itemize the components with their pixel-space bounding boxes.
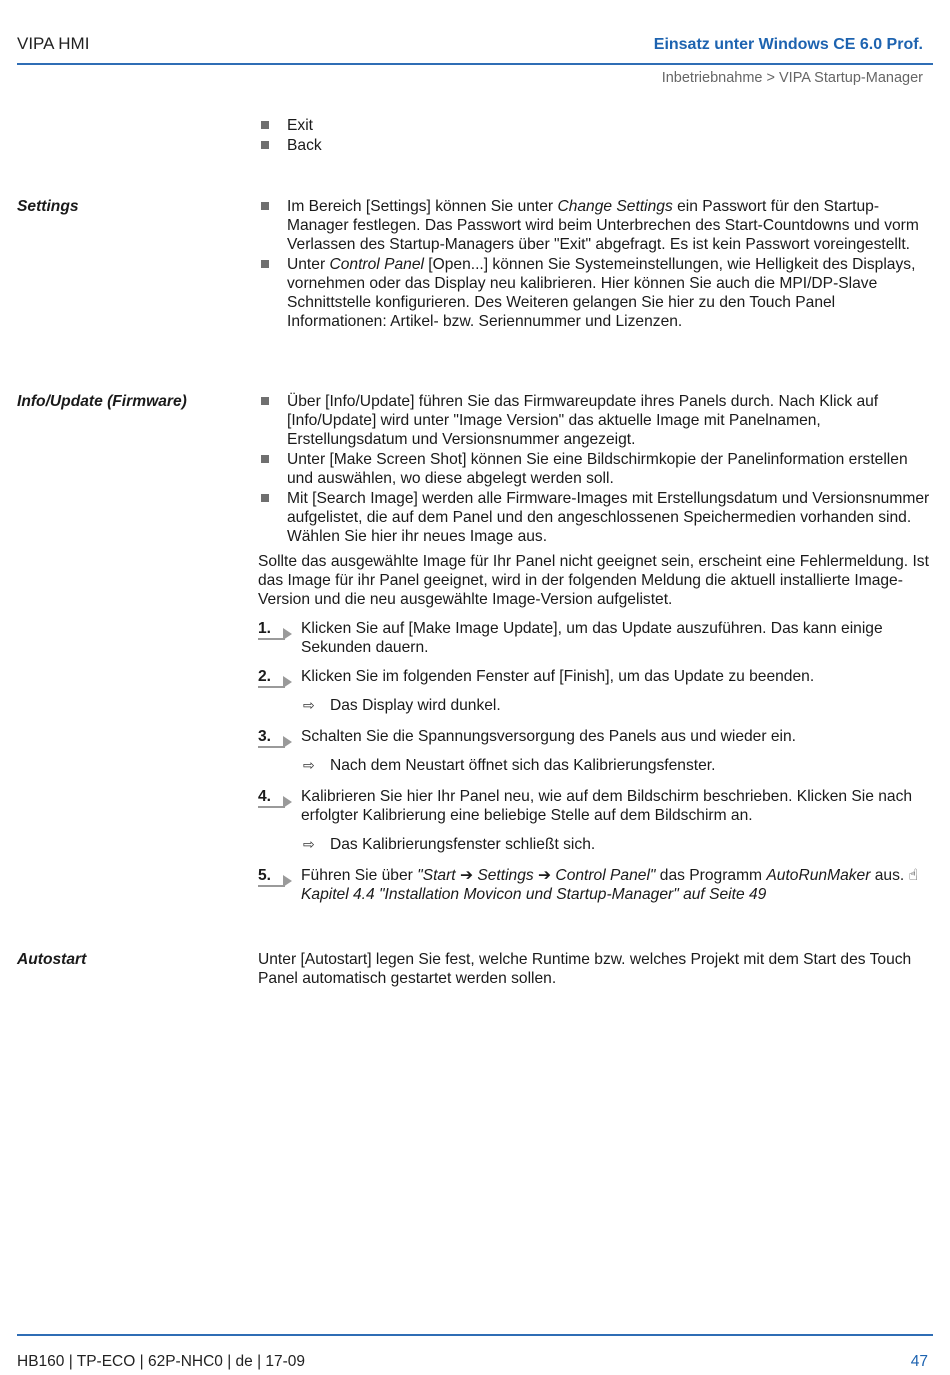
breadcrumb: Inbetriebnahme > VIPA Startup-Manager (661, 70, 923, 86)
step-text: Kalibrieren Sie hier Ihr Panel neu, wie auf dem Bildschirm beschrieben. Klicken Sie nach erfolgter Kalibrierung eine beliebige Stelle auf dem Bildschirm an. (301, 788, 913, 824)
step-item (258, 866, 934, 904)
bullet-square-icon (261, 141, 269, 149)
document-title: VIPA HMI (17, 34, 90, 53)
step-arrow-icon (283, 736, 292, 748)
text-span: [Open...] können Sie Systemeinstellungen, wie Helligkeit des Displays, vornehmen oder das Display neu kalibrieren. Hier können Sie auch die MPI/DP-Slave Schnittstelle konfigurieren. Des Weiteren gelangen Sie hier zu den Touch Panel Informationen: Artikel- bzw. Seriennummer und Lizenzen. (287, 256, 916, 330)
chapter-title: Einsatz unter Windows CE 6.0 Prof. (653, 36, 923, 53)
ui-term: Control Panel (329, 256, 424, 273)
menu-path: "Start ➔ Settings ➔ Control Panel" (417, 867, 656, 884)
bullet-square-icon (261, 494, 269, 502)
step-item (258, 727, 934, 746)
step-underline (258, 638, 285, 640)
text-span: ein Passwort für den Startup-Manager festlegen. Das Passwort wird beim Unterbrechen des Start-Countdowns und vorm Verlassen des Startup-Managers über "Exit" abgefragt. Es ist kein Passwort voreingestellt. (287, 198, 919, 253)
step-arrow-icon (283, 875, 292, 887)
list-item (258, 450, 934, 488)
text-span: Führen Sie über (301, 867, 418, 884)
step-result (258, 756, 934, 775)
list-item (258, 255, 934, 331)
header-divider (17, 63, 933, 65)
section-label-settings: Settings (17, 198, 79, 215)
section-label-autostart: Autostart (17, 951, 87, 968)
program-name: AutoRunMaker (766, 867, 871, 884)
result-arrow-icon: ⇨ (303, 836, 315, 852)
step-number: 4. (258, 788, 272, 805)
autostart-content (258, 950, 934, 988)
footer-divider (17, 1334, 933, 1336)
list-item-text: Über [Info/Update] führen Sie das Firmwareupdate ihres Panels durch. Nach Klick auf [Info/Update] wird unter "Image Version" das aktuelle Image mit Panelnamen, Erstellungsdatum und Versionsnummer angezeigt. (287, 393, 879, 448)
step-item (258, 787, 934, 825)
section-label-info-update: Info/Update (Firmware) (17, 393, 187, 410)
text-span: Im Bereich [Settings] können Sie unter (287, 198, 558, 215)
list-item (258, 136, 934, 155)
step-item (258, 667, 934, 686)
menu-options-list (258, 116, 934, 156)
page-number: 47 (910, 1353, 928, 1370)
list-item-text: Exit (287, 117, 313, 134)
step-text: Klicken Sie auf [Make Image Update], um das Update auszuführen. Das kann einige Sekunden dauern. (301, 620, 883, 656)
document-id: HB160 | TP-ECO | 62P-NHC0 | de | 17-09 (17, 1353, 306, 1370)
info-update-content (258, 392, 934, 904)
list-item-text: Back (287, 137, 322, 154)
step-text: Schalten Sie die Spannungsversorgung des Panels aus und wieder ein. (301, 728, 797, 745)
step-arrow-icon (283, 628, 292, 640)
bullet-square-icon (261, 260, 269, 268)
step-result-text: Nach dem Neustart öffnet sich das Kalibrierungsfenster. (330, 757, 716, 774)
step-text: Klicken Sie im folgenden Fenster auf [Finish], um das Update zu beenden. (301, 668, 815, 685)
paragraph: Unter [Autostart] legen Sie fest, welche Runtime bzw. welches Projekt mit dem Start des Touch Panel automatisch gestartet werden sollen. (258, 951, 912, 987)
list-item-text: Unter [Make Screen Shot] können Sie eine Bildschirmkopie der Panelinformation erstellen und auswählen, wo diese abgelegt werden soll. (287, 451, 908, 487)
step-item (258, 619, 934, 657)
list-item (258, 489, 934, 546)
list-item-text: Mit [Search Image] werden alle Firmware-Images mit Erstellungsdatum und Versionsnummer aufgelistet, die auf dem Panel und den angeschlossenen Speichermedien vorhanden sind. Wählen Sie hier ihr neues Image aus. (287, 490, 930, 545)
bullet-square-icon (261, 397, 269, 405)
step-underline (258, 885, 285, 887)
bullet-square-icon (261, 455, 269, 463)
text-span: Unter (287, 256, 330, 273)
list-item (258, 116, 934, 135)
settings-content (258, 197, 934, 332)
bullet-square-icon (261, 202, 269, 210)
step-underline (258, 746, 285, 748)
step-arrow-icon (283, 676, 292, 688)
step-result-text: Das Kalibrierungsfenster schließt sich. (330, 836, 596, 853)
pointing-hand-icon: ☝ (908, 867, 919, 884)
step-number: 1. (258, 620, 272, 637)
bullet-square-icon (261, 121, 269, 129)
step-result (258, 696, 934, 715)
ui-term: Change Settings (557, 198, 673, 215)
result-arrow-icon: ⇨ (303, 757, 315, 773)
step-number: 5. (258, 867, 272, 884)
step-underline (258, 686, 285, 688)
result-arrow-icon: ⇨ (303, 697, 315, 713)
list-item (258, 197, 934, 254)
text-span: aus. (870, 867, 909, 884)
chapter-cross-reference-link[interactable]: Kapitel 4.4 "Installation Movicon und Startup-Manager" auf Seite 49 (301, 886, 767, 903)
list-item (258, 392, 934, 449)
step-number: 2. (258, 668, 272, 685)
step-number: 3. (258, 728, 272, 745)
step-arrow-icon (283, 796, 292, 808)
step-result-text: Das Display wird dunkel. (330, 697, 501, 714)
paragraph: Sollte das ausgewählte Image für Ihr Panel nicht geeignet sein, erscheint eine Fehlermeldung. Ist das Image für ihr Panel geeignet, wird in der folgenden Meldung die aktuell installierte Image-Version und die neu ausgewählte Image-Version aufgelistet. (258, 553, 929, 608)
text-span: das Programm (655, 867, 767, 884)
step-result (258, 835, 934, 854)
step-underline (258, 806, 285, 808)
